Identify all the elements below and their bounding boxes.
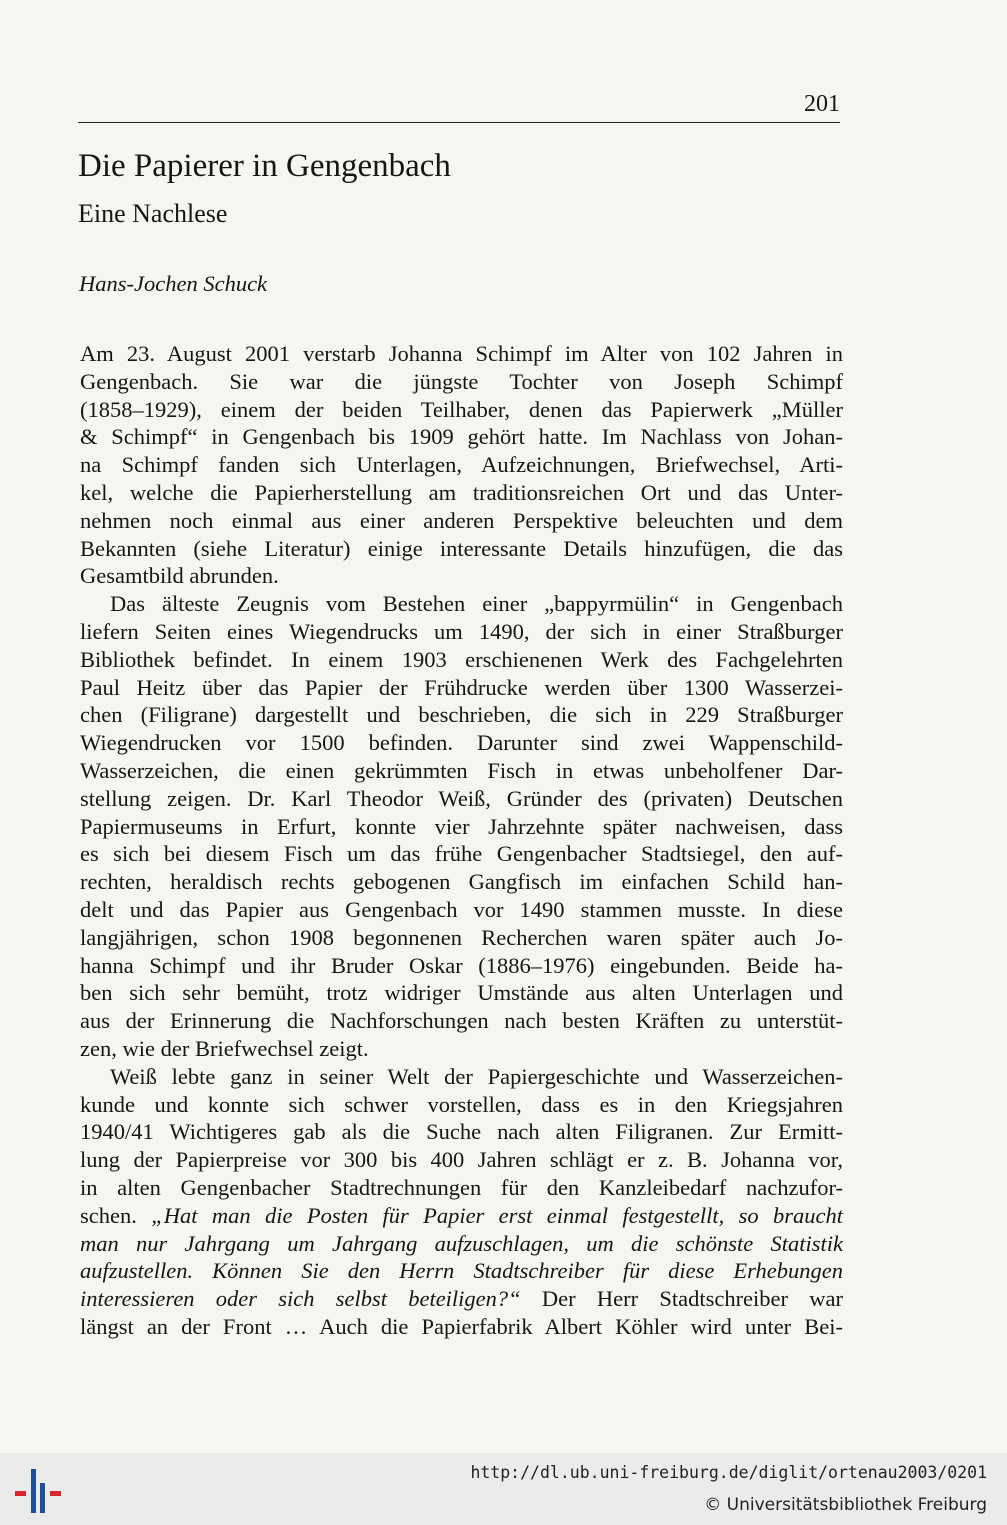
text-line-content: Papiermuseums in Erfurt, konnte vier Jahrzehnte später nachweisen, dass xyxy=(80,813,843,839)
text-line xyxy=(80,1174,843,1202)
text-line-content: 1940/41 Wichtigeres gab als die Suche nach alten Filigranen. Zur Ermitt- xyxy=(80,1119,843,1145)
copyright-notice: © Universitätsbibliothek Freiburg xyxy=(704,1495,987,1515)
text-line-content: Das älteste Zeugnis vom Bestehen einer „bappyrmülin“ in Gengenbach xyxy=(110,591,843,617)
text-line xyxy=(80,507,843,535)
text-line-content: Bibliothek befindet. In einem 1903 erschienenen Werk des Fachgelehrten xyxy=(80,646,843,672)
text-line xyxy=(80,840,843,868)
text-line-content: kel, welche die Papierherstellung am traditionsreichen Ort und das Unter- xyxy=(80,479,843,505)
text-line xyxy=(80,423,843,451)
source-url-link[interactable]: http://dl.ub.uni-freiburg.de/diglit/ortenau2003/0201 xyxy=(470,1463,987,1482)
text-line xyxy=(80,479,843,507)
text-line-content: nehmen noch einmal aus einer anderen Perspektive beleuchten und dem xyxy=(80,507,843,533)
text-line-content: delt und das Papier aus Gengenbach vor 1490 stammen musste. In diese xyxy=(80,896,843,922)
text-line xyxy=(80,674,843,702)
text-line xyxy=(80,451,843,479)
text-line-content: ben sich sehr bemüht, trotz widriger Umstände aus alten Unterlagen und xyxy=(80,980,843,1006)
text-line-content: zen, wie der Briefwechsel zeigt. xyxy=(80,1035,369,1061)
header-rule xyxy=(78,122,840,123)
text-line xyxy=(80,368,843,396)
text-line xyxy=(80,1007,843,1035)
text-line-content: & Schimpf“ in Gengenbach bis 1909 gehört hatte. Im Nachlass von Johan- xyxy=(80,424,843,450)
text-line xyxy=(80,1035,843,1063)
text-line-content: Paul Heitz über das Papier der Frühdrucke werden über 1300 Wasserzei- xyxy=(80,674,843,700)
text-line xyxy=(80,1091,843,1119)
text-line xyxy=(80,1202,843,1230)
text-line-content: Wiegendrucken vor 1500 befinden. Darunter sind zwei Wappenschild- xyxy=(80,730,843,756)
text-line-content: hanna Schimpf und ihr Bruder Oskar (1886–1976) eingebunden. Beide ha- xyxy=(80,952,843,978)
text-line xyxy=(80,868,843,896)
text-line-content: Bekannten (siehe Literatur) einige interessante Details hinzufügen, die das xyxy=(80,535,843,561)
text-line xyxy=(80,1313,843,1341)
text-line xyxy=(80,618,843,646)
text-line xyxy=(80,1118,843,1146)
text-line-content: Gengenbach. Sie war die jüngste Tochter von Joseph Schimpf xyxy=(80,368,843,394)
text-line-content: (1858–1929), einem der beiden Teilhaber, denen das Papierwerk „Müller xyxy=(80,396,843,422)
article-subtitle: Eine Nachlese xyxy=(78,199,228,228)
text-line xyxy=(80,535,843,563)
text-line-content: in alten Gengenbacher Stadtrechnungen für den Kanzleibedarf nachzufor- xyxy=(80,1174,843,1200)
text-line-content: stellung zeigen. Dr. Karl Theodor Weiß, Gründer des (privaten) Deutschen xyxy=(80,785,843,811)
quoted-letter-text: aufzustellen. Können Sie den Herrn Stadtschreiber für diese Erhebungen xyxy=(80,1258,843,1284)
text-line-content: aus der Erinnerung die Nachforschungen nach besten Kräften zu unterstüt- xyxy=(80,1008,843,1034)
text-line-content: liefern Seiten eines Wiegendrucks um 1490, der sich in einer Straßburger xyxy=(80,618,843,644)
text-line-content: kunde und konnte sich schwer vorstellen, dass es in den Kriegsjahren xyxy=(80,1091,843,1117)
text-line xyxy=(80,1063,843,1091)
text-line-content: schen. xyxy=(80,1202,152,1228)
text-line xyxy=(80,1230,843,1258)
text-line xyxy=(80,1285,843,1313)
text-line xyxy=(80,562,843,590)
text-line xyxy=(80,813,843,841)
article-body xyxy=(80,340,843,1341)
text-line-content: langjährigen, schon 1908 begonnenen Recherchen waren später auch Jo- xyxy=(80,924,843,950)
text-line xyxy=(80,729,843,757)
text-line xyxy=(80,979,843,1007)
text-line-continuation: Der Herr Stadtschreiber war xyxy=(520,1286,843,1312)
text-line xyxy=(80,590,843,618)
text-line xyxy=(80,896,843,924)
text-line xyxy=(80,924,843,952)
text-line xyxy=(80,396,843,424)
quoted-letter-text: man nur Jahrgang um Jahrgang aufzuschlagen, um die schönste Statistik xyxy=(80,1230,843,1256)
text-line-content: Gesamtbild abrunden. xyxy=(80,563,279,589)
text-line xyxy=(80,1146,843,1174)
article-title: Die Papierer in Gengenbach xyxy=(78,148,451,184)
text-line xyxy=(80,757,843,785)
text-line xyxy=(80,1257,843,1285)
text-line-content: Weiß lebte ganz in seiner Welt der Papiergeschichte und Wasserzeichen- xyxy=(110,1063,843,1089)
viewer-footer xyxy=(0,1453,1007,1525)
text-line xyxy=(80,340,843,368)
quoted-letter-text: „Hat man die Posten für Papier erst einmal festgestellt, so braucht xyxy=(151,1202,844,1228)
text-line-content: rechten, heraldisch rechts gebogenen Gangfisch im einfachen Schild han- xyxy=(80,869,843,895)
text-line-content: lung der Papierpreise vor 300 bis 400 Jahren schlägt er z. B. Johanna vor, xyxy=(80,1147,843,1173)
text-line-content: Am 23. August 2001 verstarb Johanna Schimpf im Alter von 102 Jahren in xyxy=(80,341,843,366)
text-line-content: Wasserzeichen, die einen gekrümmten Fisch in etwas unbeholfener Dar- xyxy=(80,757,843,783)
text-line xyxy=(80,785,843,813)
text-line xyxy=(80,952,843,980)
quoted-letter-text: interessieren oder sich selbst beteiligen?“ xyxy=(80,1286,521,1312)
text-line-content: längst an der Front … Auch die Papierfabrik Albert Köhler wird unter Bei- xyxy=(80,1313,843,1339)
article-author: Hans-Jochen Schuck xyxy=(79,271,268,296)
text-line-content: chen (Filigrane) dargestellt und beschrieben, die sich in 229 Straßburger xyxy=(80,702,843,728)
text-line xyxy=(80,701,843,729)
text-line xyxy=(80,646,843,674)
ub-freiburg-logo-icon[interactable] xyxy=(12,1463,64,1515)
page-number: 201 xyxy=(804,91,840,117)
text-line-content: na Schimpf fanden sich Unterlagen, Aufzeichnungen, Briefwechsel, Arti- xyxy=(80,452,843,478)
text-line-content: es sich bei diesem Fisch um das frühe Gengenbacher Stadtsiegel, den auf- xyxy=(80,841,843,867)
